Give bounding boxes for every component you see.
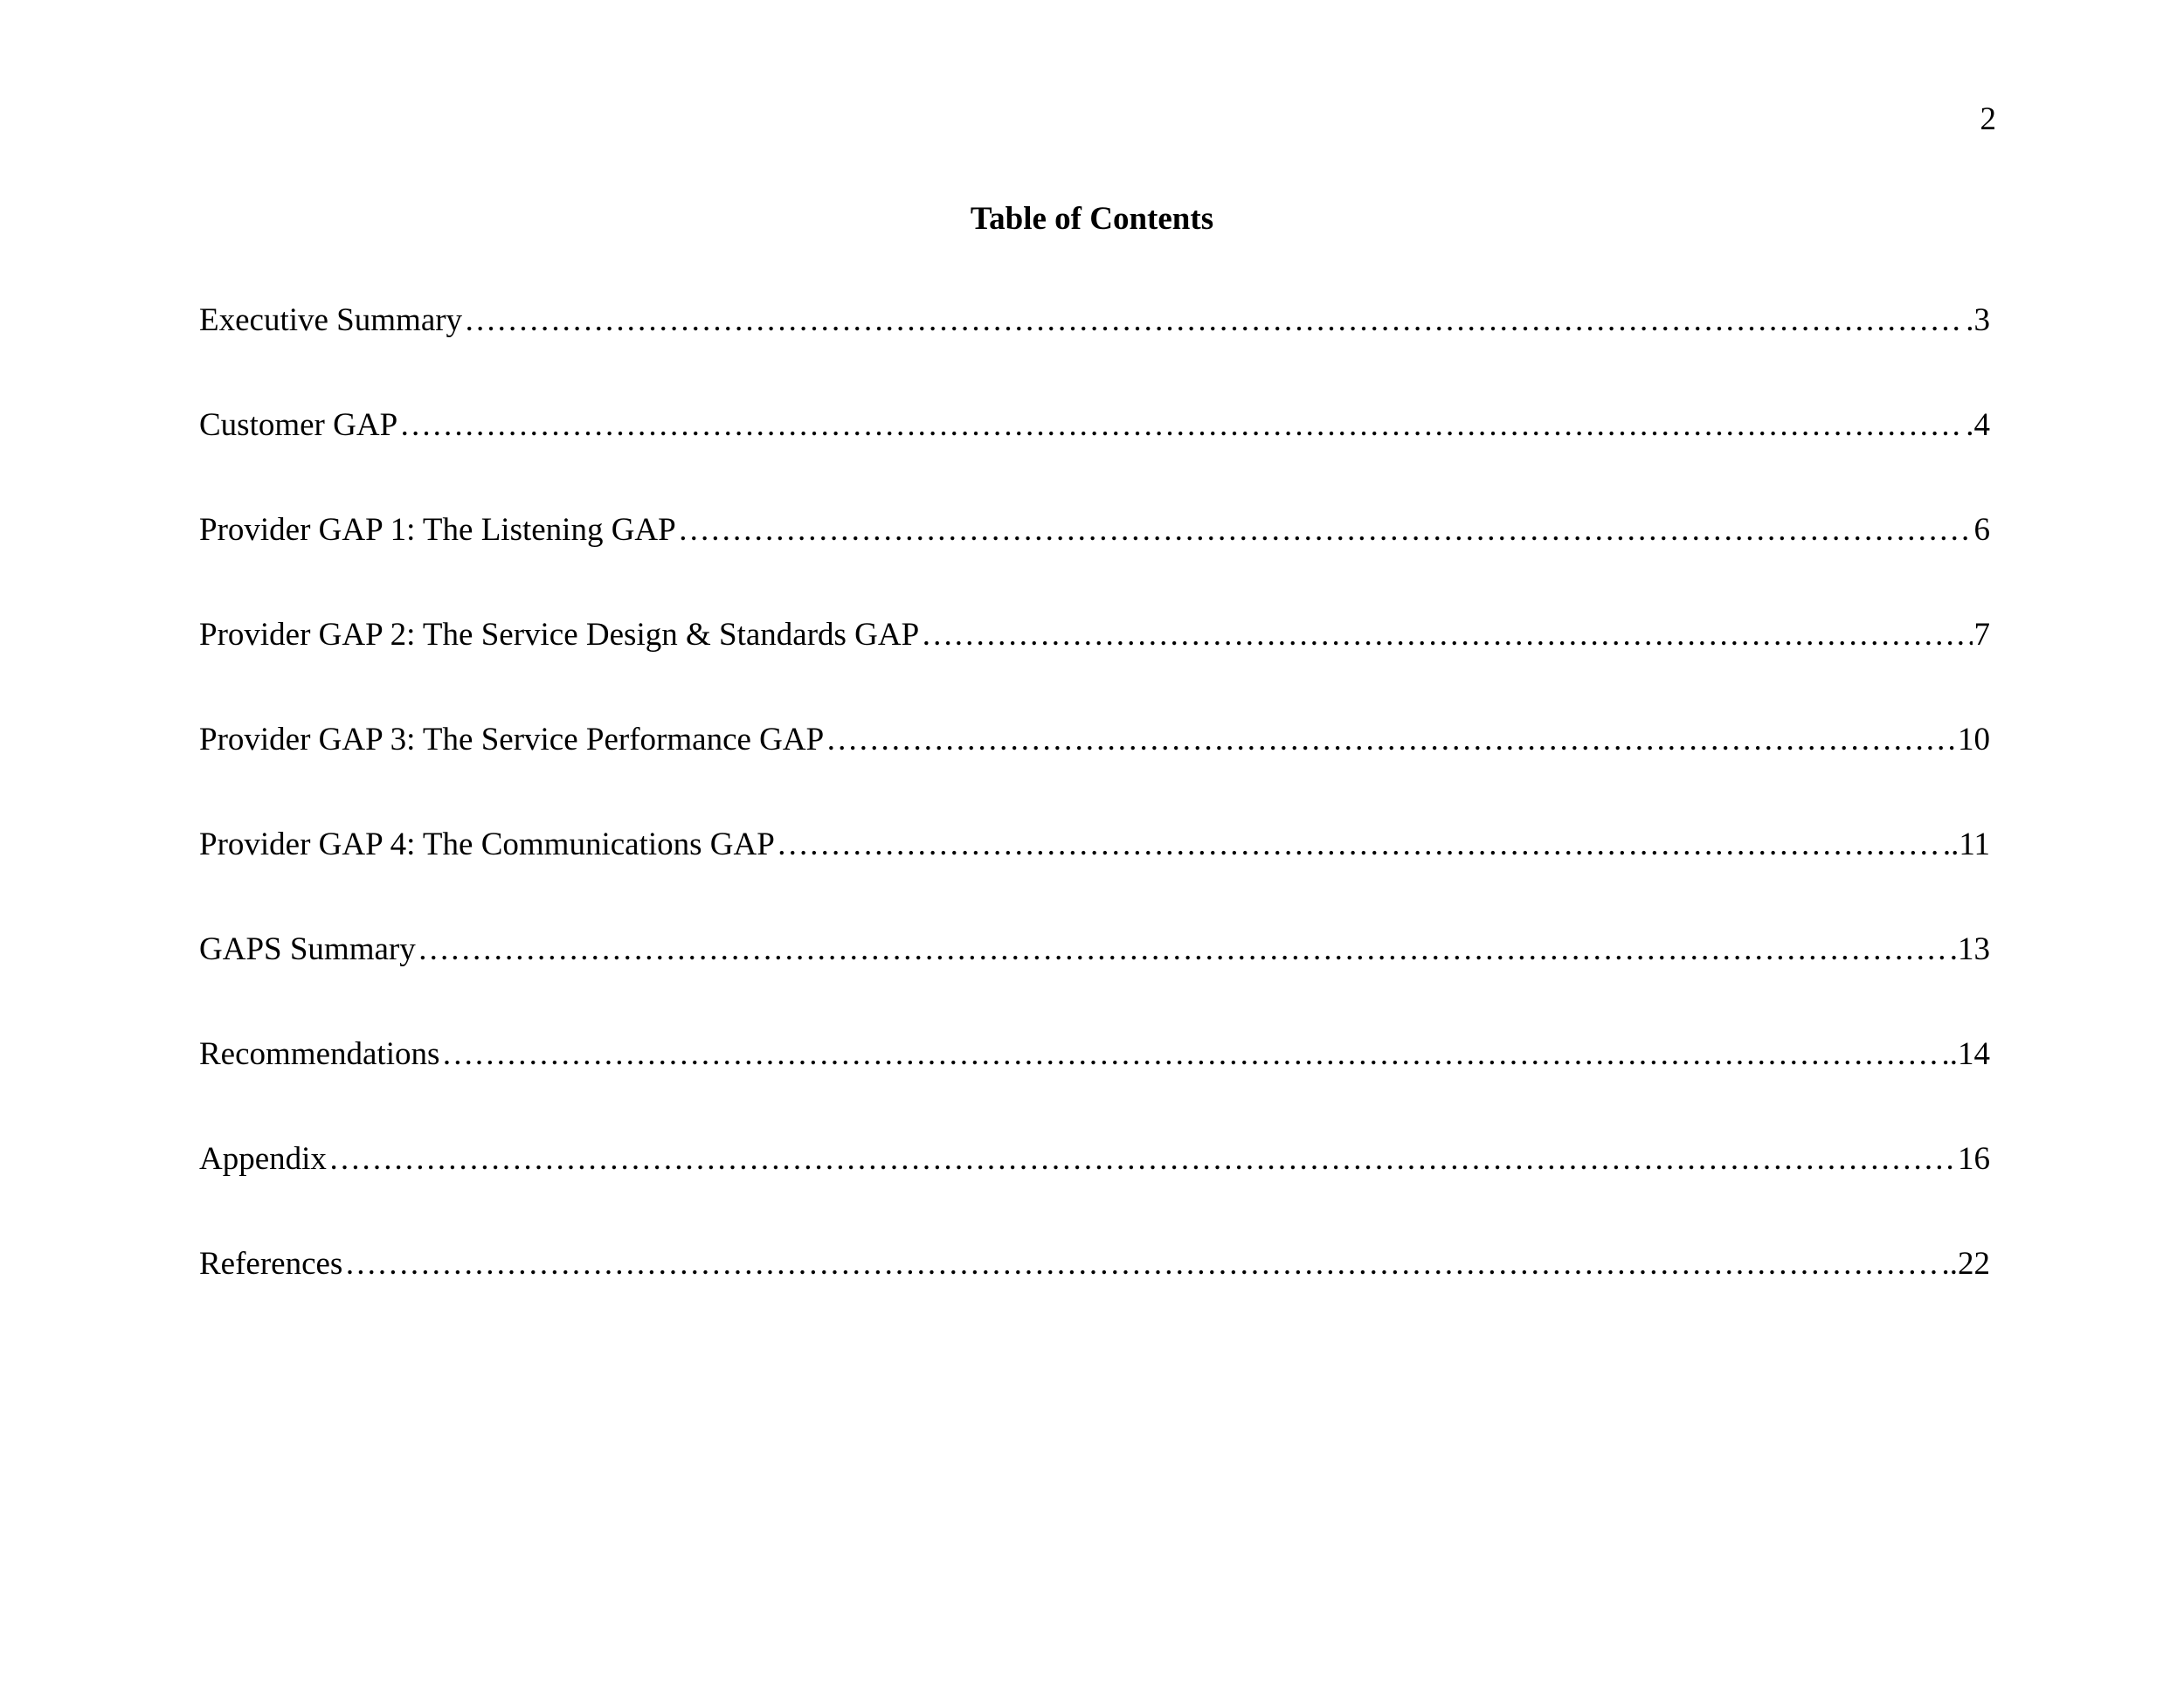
toc-title: Table of Contents	[970, 201, 1214, 237]
toc-entry-label: Provider GAP 1: The Listening GAP	[199, 512, 676, 548]
toc-dot-leader	[418, 930, 1948, 970]
toc-entry-page: ..22	[1941, 1246, 1990, 1282]
toc-entry-page: 16	[1958, 1141, 1990, 1177]
toc-dot-leader	[921, 615, 1972, 655]
toc-entry	[199, 720, 1990, 825]
toc-entry	[199, 825, 1990, 930]
toc-entry-label: Executive Summary	[199, 302, 463, 338]
toc-entry-label: Provider GAP 4: The Communications GAP	[199, 827, 775, 862]
toc-entry	[199, 510, 1990, 615]
toc-dot-leader	[441, 1034, 1939, 1075]
toc-list	[199, 301, 1990, 1349]
toc-entry-label: Recommendations	[199, 1036, 440, 1072]
toc-entry-page: .13	[1949, 931, 1990, 967]
page-number: 2	[1980, 101, 1996, 137]
toc-entry-page: ..11	[1942, 827, 1990, 862]
toc-entry-page: 10	[1958, 722, 1990, 758]
toc-entry-page: ..14	[1941, 1036, 1990, 1072]
toc-entry	[199, 930, 1990, 1034]
toc-entry	[199, 1244, 1990, 1349]
toc-dot-leader	[777, 825, 1941, 865]
toc-dot-leader	[399, 405, 1964, 446]
toc-entry-label: Provider GAP 3: The Service Performance GAP	[199, 722, 825, 758]
toc-entry-page: 6	[1973, 512, 1990, 548]
toc-dot-leader	[344, 1244, 1939, 1284]
toc-entry-label: Appendix	[199, 1141, 327, 1177]
toc-entry-label: References	[199, 1246, 343, 1282]
toc-entry-page: .3	[1966, 302, 1990, 338]
toc-dot-leader	[678, 510, 1973, 550]
toc-entry-page: .4	[1966, 407, 1990, 443]
toc-entry	[199, 1034, 1990, 1139]
toc-entry	[199, 1139, 1990, 1244]
toc-dot-leader	[328, 1139, 1956, 1180]
toc-entry-label: Provider GAP 2: The Service Design & Standards GAP	[199, 617, 920, 653]
toc-entry	[199, 615, 1990, 720]
toc-entry-label: GAPS Summary	[199, 931, 416, 967]
toc-dot-leader	[464, 301, 1964, 341]
toc-entry-page: 7	[1973, 617, 1990, 653]
toc-entry	[199, 301, 1990, 405]
toc-entry-label: Customer GAP	[199, 407, 398, 443]
toc-dot-leader	[826, 720, 1956, 760]
toc-entry	[199, 405, 1990, 510]
